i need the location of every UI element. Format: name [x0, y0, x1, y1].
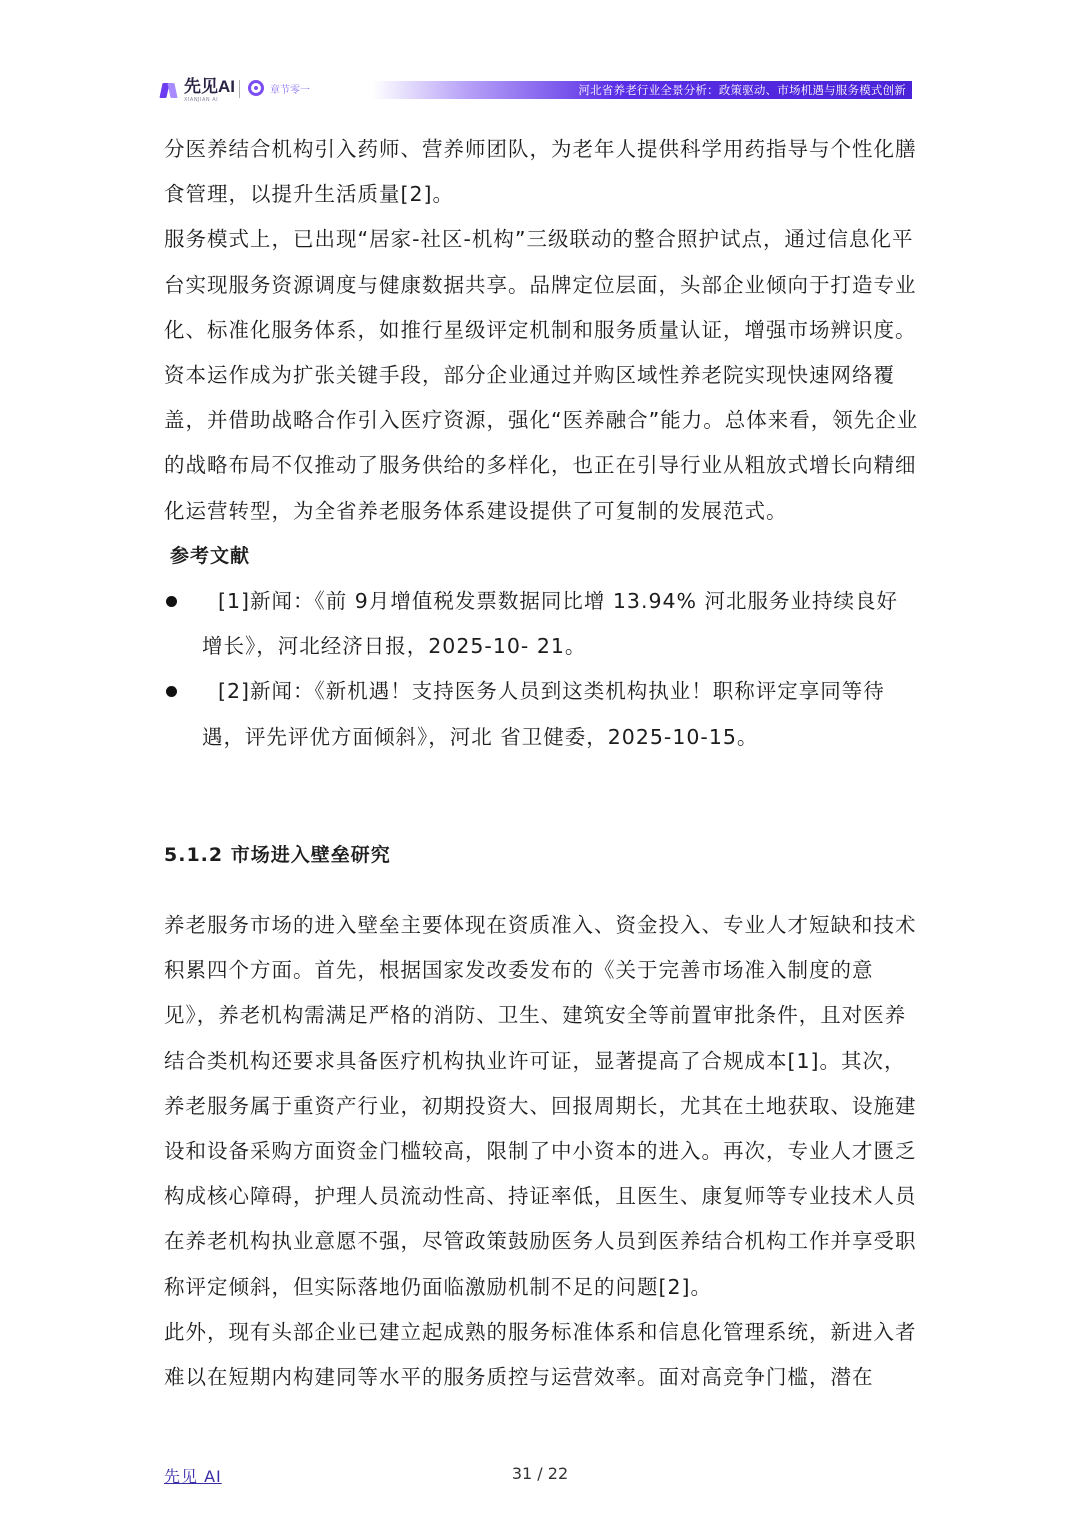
- chapter-logo: [248, 80, 310, 96]
- report-title-banner: [372, 81, 912, 99]
- xianjian-ai-logo: [160, 78, 235, 102]
- chapter-logo-icon: [248, 80, 264, 96]
- page-header: [160, 72, 912, 108]
- paragraph-4: 此外，现有头部企业已建立起成熟的服务标准体系和信息化管理系统，新进入者难以在短期内构建同等水平的服务质控与运营效率。面对高竞争门槛，潜在: [164, 1319, 917, 1390]
- reference-1-line-1: [1]新闻：《前 9月增值税发票数据同比增 13.94% 河北服务业持续良好: [218, 589, 899, 614]
- logo-primary-subtext: XIANJIAN AI: [184, 96, 219, 103]
- footer-brand-link[interactable]: 先见 AI: [164, 1467, 222, 1486]
- paragraph-2: 服务模式上，已出现“居家-社区-机构”三级联动的整合照护试点，通过信息化平台实现服务资源调度与健康数据共享。品牌定位层面，头部企业倾向于打造专业化、标准化服务体系，如推行星级评定机制和服务质量认证，增强市场辨识度。资本运作成为扩张关键手段，部分企业通过并购区域性养老院实现快速网络覆盖，并借助战略合作引入医疗资源，强化“医养融合”能力。总体来看，领先企业的战略布局不仅推动了服务供给的多样化，也正在引导行业从粗放式增长向精细化运营转型，为全省养老服务体系建设提供了可复制的发展范式。: [164, 227, 919, 523]
- references-heading: 参考文献: [170, 544, 251, 567]
- xianjian-logo-icon: [160, 80, 180, 100]
- page-number: 31 / 22: [511, 1464, 569, 1483]
- bullet-icon: [166, 686, 177, 697]
- report-title: 河北省养老行业全景分析：政策驱动、市场机遇与服务模式创新: [578, 83, 906, 97]
- bullet-icon: [166, 596, 177, 607]
- reference-2-line-2: 遇，评先评优方面倾斜》，河北 省卫健委，2025-10-15。: [202, 724, 759, 749]
- chapter-logo-text: 章节零一: [270, 84, 310, 96]
- section-heading: 5.1.2 市场进入壁垒研究: [164, 844, 391, 866]
- logo-divider: [239, 80, 240, 98]
- paragraph-3: 养老服务市场的进入壁垒主要体现在资质准入、资金投入、专业人才短缺和技术积累四个方面。首先，根据国家发改委发布的《关于完善市场准入制度的意见》，养老机构需满足严格的消防、卫生、建筑安全等前置审批条件，且对医养结合类机构还要求具备医疗机构执业许可证，显著提高了合规成本[1]。其次，养老服务属于重资产行业，初期投资大、回报周期长，尤其在土地获取、设施建设和设备采购方面资金门槛较高，限制了中小资本的进入。再次，专业人才匮乏构成核心障碍，护理人员流动性高、持证率低，且医生、康复师等专业技术人员在养老机构执业意愿不强，尽管政策鼓励医务人员到医养结合机构工作并享受职称评定倾斜，但实际落地仍面临激励机制不足的问题[2]。: [164, 913, 917, 1299]
- body-section-bottom: [164, 903, 924, 1400]
- reference-item-2: [164, 669, 924, 759]
- reference-2-line-1: [2]新闻：《新机遇！支持医务人员到这类机构执业！职称评定享同等待: [218, 679, 885, 704]
- logo-primary-text: 先见AI: [184, 76, 235, 96]
- reference-item-1: [164, 579, 924, 669]
- reference-1-line-2: 增长》，河北经济日报，2025-10- 21。: [202, 634, 587, 659]
- paragraph-1: 分医养结合机构引入药师、营养师团队，为老年人提供科学用药指导与个性化膳食管理，以提升生活质量[2]。: [164, 137, 917, 207]
- body-section-top: [164, 127, 924, 760]
